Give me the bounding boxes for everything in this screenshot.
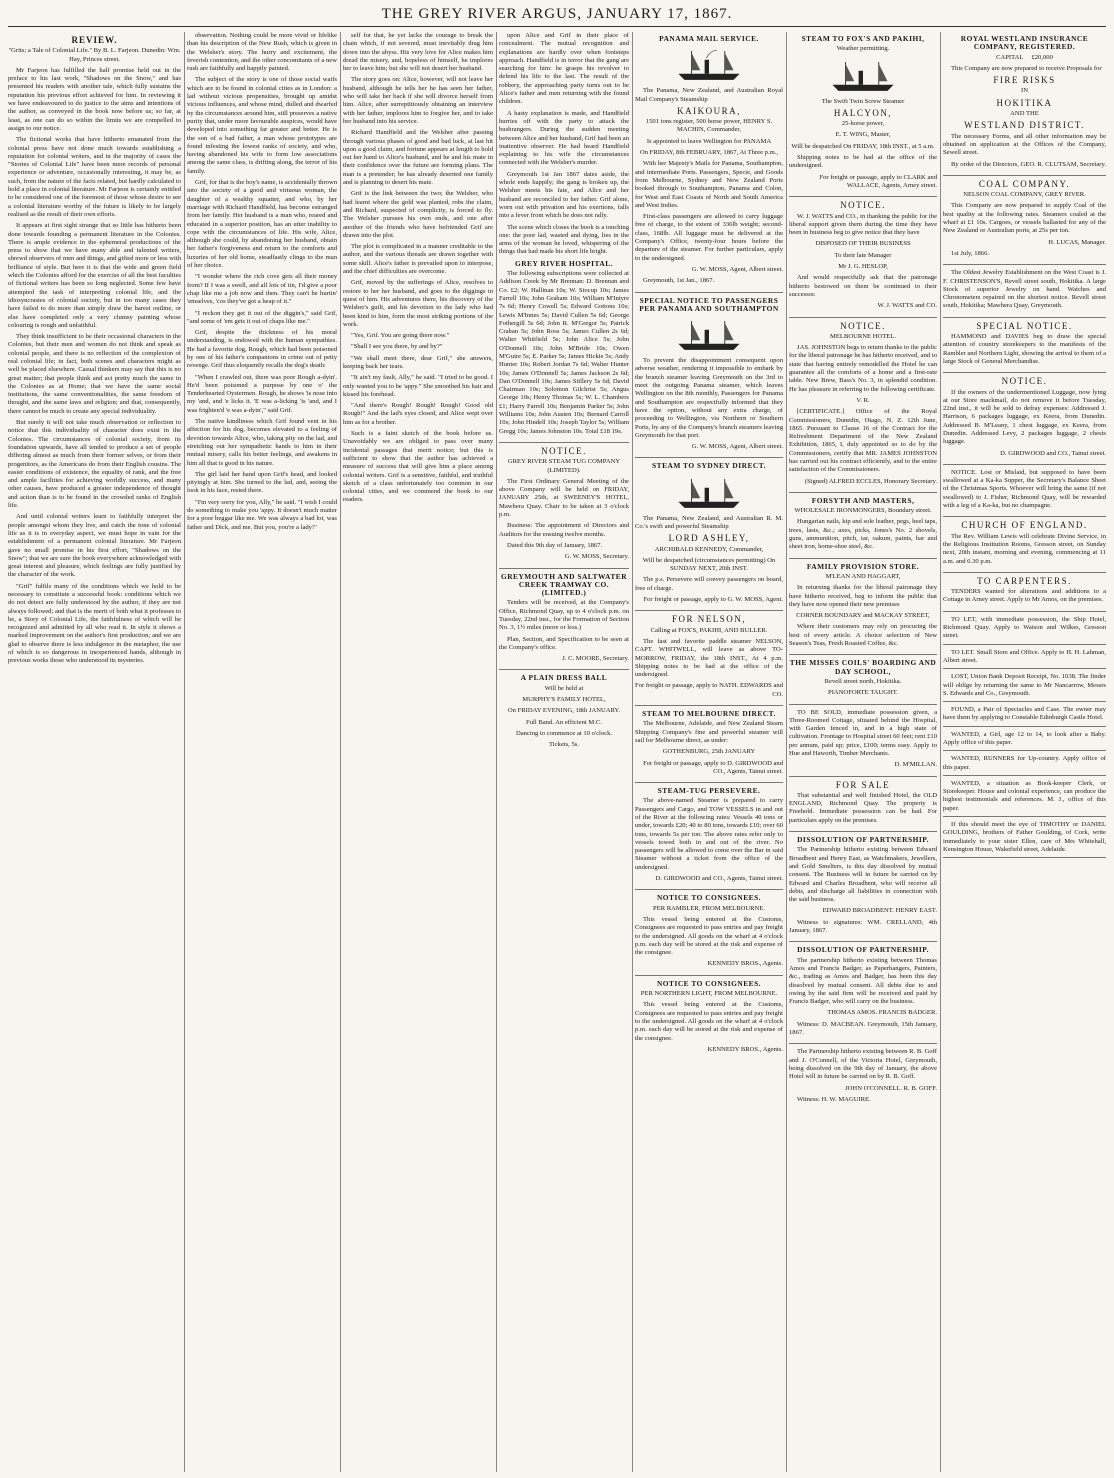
- story2-paragraph: "Shall I see you there, by and by?": [351, 343, 443, 351]
- small-ad-paragraph: TO LET, with immediate possession, the Ship Hotel, Richmond Quay. Apply to Watson and Wilkes, Gresson street.: [943, 616, 1106, 645]
- forsyth-heading: FORSYTH AND MASTERS,: [811, 495, 915, 505]
- tug-heading: STEAM-TUG PERSEVERE.: [657, 786, 761, 796]
- capital-value: £20,000: [1031, 53, 1053, 61]
- insurance-capital: [943, 54, 1106, 62]
- review-paragraph: And until colonial writers learn to faithfully interpret the people amongst whom they live, and catch the tone of colonial life as it is in everyday aspect, we must hope in vain for the establishment of a permanent colonial literature. Mr Farjeon gave no small promise in his first effort, "Shadows on the Snow"; that we are sure the book everywhere acknowledged with great interest and pleasure, which feelings are fully justified by the character of the work.: [8, 513, 181, 579]
- steam-tug-business: Business: The appointment of Directors and Auditors for the ensuing twelve months.: [499, 522, 629, 538]
- tug-body: The above-named Steamer is prepared to carry Passengers and Cargo, and TOW VESSELS in and out of the River at the following rates: Vessels 40 tons or under, towards £20; 40 to 80 tons, towards £10; over 60 tons, towards 5s per ton. The above rates refer only to vessels towed both in and out of the river. No passengers will be allowed to come over the Bar in said Steamer without a ticket from the office of the undersigned.: [635, 797, 783, 871]
- steam-tug-notice: [499, 447, 629, 569]
- column-4: [499, 32, 633, 1472]
- panama-fares: First-class passengers are allowed to carry luggage free of charge, to the extent of 336lb weight; second-class, 168lb. All luggage must be delivered at the Company's Office, twenty-four hours before the departure of the steamer. For further particulars, apply to the undersigned.: [635, 213, 783, 262]
- coal-ad: [943, 180, 1106, 265]
- insurance-place: HOKITIKA: [996, 97, 1053, 108]
- story2-paragraph: Grif is the link between the two; the Welsher, who had learnt where the gold was planted, robs the claim, and Richard, suspected of complicity, is forced to fly. The Welsher pursues his own ends, and one after another of the friends who have befriended Grif are drawn into the plot.: [343, 190, 493, 239]
- steamship-icon: [674, 474, 744, 512]
- melbhotel-vr: V. R.: [856, 396, 870, 404]
- panama-ship: KAIKOURA,: [677, 105, 741, 116]
- jewellery-ad: [943, 269, 1106, 317]
- luggage-body: If the owners of the undermentioned Luggage, now lying at our Store mackmail, do not remove it before Tuesday, 22nd inst., it will be sold to defray expenses: Addressed J. Harrison, 6 packages luggage, ex Keera, from Dunedin. Addressed B. M'Leany, 1 chest luggage, ex Keera, from Dunedin. Addressed Levy, 2 packages luggage, 2 chests luggage.: [943, 388, 1106, 446]
- cottage-sale-ad: [789, 709, 937, 777]
- insurance-in: IN: [1021, 87, 1028, 95]
- diss3-wit: Witness: H. W. MAGUIRE.: [797, 1095, 871, 1103]
- church-body: The Rev. William Lewis will celebrate Divine Service, in the Religious Institution Rooms, Gresson street, on Sunday next, 20th instant, morning and evening, commencing at 11 a.m. and 6.30 p.m.: [943, 532, 1106, 565]
- review-book: "Grits; a Tale of Colonial Life." By B. L. Farjeon. Dunedin: Wm. Hay, Princes street.: [8, 47, 181, 63]
- tug-sign: D. GIRDWOOD and CO., Agents, Tainui street.: [655, 875, 783, 883]
- melbhotel-sub: MELBOURNE HOTEL.: [830, 332, 896, 340]
- diss1-wit: Witness to signatures: WM. CRELLAND, 4th January, 1867.: [789, 918, 937, 935]
- carpenters-body: TENDERS wanted for alterations and additions to a Cottage in Arney street. Apply to Mr Amos, on the premises.: [943, 588, 1106, 604]
- small-ad-paragraph: FOUND, a Pair of Spectacles and Case. The owner may have them by applying to Constable Edinburgh Castle Hotel.: [943, 706, 1106, 727]
- melbourne-body: The Melbourne, Adelaide, and New Zealand Steam Shipping Company's fine and powerful steamer will sail for Melbourne direct, as under:: [635, 720, 783, 744]
- story-paragraph: "I wonder where the rich cove gets all their money from? If I was a swell, and all lots of tin, I'd give a poor chap like me a job now and then. They can't be hurtin' 'emselves, 'cos they've got a heap of it.": [187, 273, 337, 306]
- steamship-icon: [674, 46, 744, 84]
- tramway-body: Tenders will be received, at the Company's Office, Richmond Quay, up to 4 o'clock p.m. on Tuesday, 22nd inst., for the Formation of Section No. 3, 1½ miles (more or less.): [499, 599, 629, 632]
- sydney-ship: LORD ASHLEY,: [668, 533, 750, 544]
- sydney-cmd: ARCHIBALD KENNEDY, Commander,: [654, 545, 764, 553]
- ball-l1: Will be held at: [544, 684, 584, 692]
- column-5: [635, 32, 787, 1472]
- coils-body: PIANOFORTE TAUGHT.: [828, 689, 898, 697]
- story-conclusion: [499, 32, 629, 257]
- steamship-icon: [674, 316, 744, 354]
- story-paragraph: The subject of the story is one of those social waifs which are to be found in colonial cities as in London: a lad without vicious propensities, brought up amidst vicious influences, and whose mind, dulled and dwarfed by the circumstances around him, still preserves a native purity that, under more favourable auspices, would have developed into something far greater and better. He is the son of a bad father, a man whose prototypes are found infesting the lowest ranks of society, and who, having abandoned his wife to form low associations among the same class, is drifting along, the terror of his family.: [187, 76, 337, 175]
- story2-paragraph: "Yes, Grif. You are going there now.": [351, 332, 450, 340]
- tramway-ad: [499, 573, 629, 671]
- steam-tug-body: The First Ordinary General Meeting of the above Company will be held on FRIDAY, JANUARY 25th, at SWEENEY'S HOTEL, Mawhera Quay. Chair to be taken at 3 o'clock p.m.: [499, 477, 629, 519]
- sydney-ad: [635, 462, 783, 611]
- consignees-northern-ad: [635, 980, 783, 1054]
- review-paragraph: The fictional works that have hitherto emanated from the colonial press have not done much towards establishing a reputation for colonial writers, and in the majority of cases the "Stories of Colonial Life" have been mere records of personal experience or adventure, occasionally interesting, it may be, as such, from the nature of the facts related, but hardly calculated to hold a place in colonial literature. Mr Farjeon is certainly entitled to be considered one of the foremost of those whose desire to see a colonial literature worthy of the future is likely to be largely realised as the result of their own efforts.: [8, 136, 181, 218]
- story2-paragraph: Grif, moved by the sufferings of Alice, resolves to restore to her her husband, and goes to the diggings in quest of him. His adventures there, his discovery of the Welsher's guilt, and his devotion to the lady who had been kind to him, form the most striking portions of the work.: [343, 279, 493, 328]
- panama-body: With her Majesty's Mails for Panama, Southampton, and intermediate Ports. Passengers, Specie, and Goods from Melbourne, Sydney and New Zealand Ports booked through to Southampton, Panama and Colon, for West and East Coasts of North and South America and West Indies.: [635, 160, 783, 209]
- foxs-notes: Shipping notes to be had at the office of the undersigned.: [789, 154, 937, 170]
- dissolution-2: [789, 946, 937, 1044]
- watts-to: To their late Manager: [834, 251, 892, 259]
- carpenters-ad: [943, 577, 1106, 612]
- forsyth-ad: [789, 497, 937, 559]
- luggage-sign: D. GIRDWOOD and CO., Tainui street.: [1000, 449, 1106, 457]
- review-paragraph: "Grif" fulfils many of the conditions which we hold to be necessary to constitute a successful book: conditions which we do not detect are fully understood by the author, if they are not always followed; and that is the merit of both what it professes to be, a Story of Colonial Life, the faithfulness of which will be recognized and admitted by all who read it. In style it shows a marked improvement on the author's first production; and we are glad to observe there is less indulgence in the metaphor, the use of which is so dangerous in inexperienced hands, although in previous works those who understood its mysteries.: [8, 582, 181, 665]
- nelson-sub: Calling at FOX'S, PAKIHI, AND BULLER.: [650, 626, 768, 634]
- diss2-body: The partnership hitherto existing between Thomas Amos and Francis Badger, as Paperhangers, Painters, &c., trading as Amos and Badger, has been this day dissolved by mutual consent. All debts due to and owing by the said firm will be received and paid by Francis Badger, who will carry on the business.: [789, 956, 937, 1006]
- melbourne-heading: STEAM TO MELBOURNE DIRECT.: [642, 709, 776, 719]
- col4-paragraph: A hasty explanation is made, and Handfield hurries off with the party to attack the bushrangers. During the sudden meeting between Alice and her husband, Grif had been an inattentive observer. He had heard Handfield explaining to his wife the circumstances connected with the Welsher's murder.: [499, 109, 629, 167]
- consignees2-sub: PER NORTHERN LIGHT, FROM MELBOURNE.: [640, 990, 778, 998]
- watts-sign: W. J. WATTS and CO.: [877, 302, 937, 310]
- insurance-heading: ROYAL WESTLAND INSURANCE COMPANY, REGISTERED.: [960, 34, 1089, 52]
- panama-intro: The Panama, New Zealand, and Australian Royal Mail Company's Steamship: [635, 87, 783, 103]
- lost-body: NOTICE. Lost or Mislaid, but supposed to have been swallowed at a Ka-ka Supper, the Secretary's Balance Sheet of the Christmas Sports. Whoever will bring the same (if not swallowed) to J. Fisher, Richmond Quay, will be rewarded with a leg of a Ka-ka, but no champagne.: [943, 468, 1106, 510]
- insurance-risks: FIRE RISKS: [993, 75, 1056, 86]
- nelson-ad: [635, 615, 783, 706]
- sydney-note: The p.s. Persevere will convey passengers on board, free of charge.: [635, 576, 783, 592]
- panama-place: Greymouth, 1st Jan., 1867.: [643, 277, 715, 285]
- col4-paragraph: Greymouth 1st Jan 1867 dates aside, the whole ends happily; the gang is broken up, the Welsher meets his fate, and Alice and her husband are reconciled to her father. Grif alone, worn out with privation and his exertions, falls into a fever from which he does not rally.: [499, 170, 629, 220]
- sydney-heading: STEAM TO SYDNEY DIRECT.: [652, 461, 766, 471]
- melbhotel-cert: [CERTIFICATE.] Office of the Royal Commissioners, Dunedin, Otago, N. Z. 12th June, 1865. Pursuant to Clause 16 of the Contract for the Refreshment Department of the New Zealand Exhibition, 1865, I, duly appointed so to do by the Commissioners, certify that MR. JAMES JOHNSTON has carried out his contract efficiently, and to the entire satisfaction of the Commissioners.: [789, 408, 937, 474]
- coal-sign: H. LUCAS, Manager.: [1048, 238, 1106, 246]
- steam-tug-sign: G. W. MOSS, Secretary.: [564, 553, 629, 561]
- nelson-body: The fast and favorite paddle steamer NELSON, CAPT. WHITWELL, will leave as above TO-MORROW, FRIDAY, the 18th INST., At 4 p.m. Shipping notes to be had at the office of the undersigned.: [635, 637, 783, 679]
- steamship-icon: [828, 57, 898, 95]
- special-sign: G. W. MOSS, Agent, Albert street.: [691, 443, 783, 451]
- dissolution-3: [789, 1048, 937, 1104]
- story2-paragraph: The story goes on: Alice, however, will not leave her husband, although he tells her he has seen her father, who will take her back if she will divorce herself from him. Alice, after surreptitiously obtaining an interview with her father, implores him to forgive her, and to take her husband into his service.: [343, 76, 493, 125]
- special-heading: SPECIAL NOTICE TO PASSENGERS PER PANAMA AND SOUTHAMPTON: [639, 295, 779, 313]
- column-6: [789, 32, 941, 1472]
- story2-paragraph: "It ain't my fault, Ally," he said. "I tried to be good. I only wanted you to be 'appy." She smoothed his hair and kissed his forehead.: [343, 374, 493, 398]
- nelson-heading: FOR NELSON,: [671, 614, 746, 625]
- sydney-date: Will be despatched (circumstances permitting) On SUNDAY NEXT, 20th INST.: [642, 556, 776, 573]
- ball-heading: A PLAIN DRESS BALL: [520, 673, 608, 683]
- foxs-sign: For freight or passage, apply to CLARK and WALLACE, Agents, Arney street.: [819, 173, 937, 189]
- sale-sign: D. M'MILLAN.: [894, 761, 937, 769]
- coils-school-ad: [789, 659, 937, 704]
- insurance-district: WESTLAND DISTRICT.: [964, 120, 1085, 131]
- steam-tug-company: GREY RIVER STEAM TUG COMPANY (LIMITED).: [507, 458, 621, 474]
- family-heading: FAMILY PROVISION STORE.: [806, 561, 920, 571]
- tug-ad: [635, 787, 783, 890]
- review-heading: REVIEW.: [71, 35, 118, 45]
- melbourne-hotel-ad: [789, 322, 937, 493]
- watts-ad: [789, 201, 937, 317]
- small-ad-paragraph: LOST, Union Bank Deposit Receipt, No. 1038. The finder will oblige by returning the same to Mr Nancarrow, Messrs S. Edwards and Co., Greymouth.: [943, 673, 1106, 702]
- dissolution-1: [789, 836, 937, 942]
- panama-date: On FRIDAY, 8th FEBRUARY, 1867, At Three p.m.,: [639, 149, 779, 157]
- story2-paragraph: Richard Handfield and the Welsher after passing through various phases of good and bad luck, at last hit upon a good claim, and fortune appears at length to hold out her hand to Alice's husband, and he and his mate in their confidence over the future are forming plans. The man is a pretender; he has already deserted one family and is planning to desert his mate.: [343, 129, 493, 187]
- sydney-body: The Panama, New Zealand, and Australian R. M. Co.'s swift and powerful Steamship: [635, 514, 783, 530]
- foxs-date: Will be despatched On FRIDAY, 18th INST., at 5 a.m.: [791, 142, 935, 150]
- column-7: [943, 32, 1106, 1472]
- diss1-body: The Partnership hitherto existing between Edward Broadbent and Henry East, as Watchmakers, Jewellers, and Gold Smelters, is this day dissolved by mutual consent. The Business will in future be carried on by Edward and Charles Broadbent, who will receive all debts, and discharge all liabilities in connection with the said business.: [789, 846, 937, 904]
- insurance-and: AND THE: [1010, 110, 1039, 118]
- capital-label: CAPITAL: [996, 53, 1024, 61]
- forsyth-body: Hungarian nails, kip and sole leather, pegs, heel taps, trees, lasts, &c.; axes, picks, Jones's No. 2 shovels, guns, ammunition, pitch, tar, oakum, paints, bar and sheet iron, home-shoe steel, &c.: [789, 518, 937, 551]
- small-ad-paragraph: WANTED, a situation as Book-keeper Clerk, or Storekeeper. House and colonial experience, can produce the highest testimonials and references. M. J., office of this paper.: [943, 780, 1106, 817]
- story-paragraph: Grif, for that is the boy's name, is accidentally thrown into the society of a good and virtuous woman, the daughter of a wealthy squatter, and who, by her marriage with Richard Handfield, has become estranged from her family. Her husband is a man who, reared and educated in a superior position, has an utter inability to cope with the circumstances of life. His wife, Alice, although she could, by abandoning her husband, obtain her father's forgiveness and return to the comforts and luxuries of her old home, steadfastly clings to the man of her choice.: [187, 179, 338, 270]
- coal-date: 1st July, 1866.: [951, 249, 990, 257]
- watts-body2: And would respectfully ask that the patronage hitherto bestowed on them be continued to their successor.: [789, 274, 937, 298]
- story-paragraph: "When I crawled out, there was poor Rough a-dyin'. He'd been poisoned a purpose by one o' the Tenderhearted Oystermen. Rough, he shows 'is nose into my 'and, and 'e licks it. 'E was a-licking 'is 'and, and I was frighten'd 'e was a-dyin'," said Grif.: [187, 373, 337, 414]
- foxs-master: E. T. WING, Master,: [835, 131, 891, 139]
- story-paragraph: observation. Nothing could be more vivid or lifelike than his description of the New Rush, which is given in the Welsher's story. The hurry and excitement, the feverish contention, and the other concomitants of a new rush are faithfully and happily painted.: [187, 32, 337, 73]
- sale-body: TO BE SOLD, immediate possession given, a Three-Roomed Cottage, situated behind the Hospital, with Garden fenced in, and in a high state of cultivation. Frontage to Hospital street 60 feet; rent £10 per annum, paid up; price, £100; terms easy. Apply to Hue and Haworth, Timber Merchants.: [789, 708, 937, 757]
- luggage-heading: NOTICE.: [1001, 376, 1048, 387]
- diss2-wit: Witness: D. MACBEAN. Greymouth, 15th January, 1867.: [789, 1020, 937, 1037]
- special2-body: HAMMOND and DAVIES beg to draw the special attention of country storekeepers to the manifests of the Rambler and Northern Light, showing the arrival to them of a large Stock of General Merchandise.: [943, 333, 1106, 365]
- steam-tug-notice-heading: NOTICE.: [541, 445, 587, 456]
- ball-l2: MURPHY'S FAMILY HOTEL,: [522, 696, 606, 704]
- forsyth-sub: WHOLESALE IRONMONGERS, Boundary street.: [794, 507, 932, 515]
- nelson-sign: For freight or passage, apply to NATH. EDWARDS and CO.: [635, 682, 783, 698]
- melbourne-ship: GOTHENBURG, 25th JANUARY: [662, 748, 756, 756]
- coils-heading: THE MISSES COILS' BOARDING AND DAY SCHOOL,: [789, 658, 937, 676]
- jewellery-body: The Oldest Jewelry Establishment on the West Coast is J. F. CHRISTENSON'S, Revell street south, Hokitika. A large Stock of superior Jewelry on hand. Watches and Chronometers repaired on the shortest notice. Revell street south, Hokitika; Mawhera Quay, Greymouth.: [943, 269, 1106, 310]
- melbourne-ad: [635, 710, 783, 783]
- col4-paragraph: upon Alice and Grif in their place of concealment. The mutual recognition and explanations are hardly over when footsteps approach. Handfield is in terror that the gang are searching for him: he grasps his revolver to defend his life to the last. The result of the robbery, the approaching party turns out to be Alice's father and men returning with the found children.: [499, 32, 629, 106]
- insurance-ad: [943, 35, 1106, 176]
- small-ad-paragraph: WANTED, a Girl, age 12 to 14, to look after a Baby. Apply office of this paper.: [943, 731, 1106, 752]
- family-name: M'LEAN AND HAGGART,: [825, 572, 901, 580]
- forsale-heading: FOR SALE: [835, 779, 891, 790]
- review-paragraph: They think insufficient to be their occasional characters in the Colonies, but their men and women do not think and speak as colonial people, and there is no reflection of the complexion of real colonial life; in fact, both scenes and characters might as well be placed elsewhere. Casual thinkers may say that this is no great matter; that people think and act pretty much the same in the Colonies as at Home; that we have the same social institutions, the same conventionalities, the same freedom of thought, and the same laws and religion; and that, consequently, there cannot be much to create any special individuality.: [8, 333, 181, 415]
- ball-ad: [499, 674, 629, 749]
- small-ads: [943, 616, 1106, 859]
- diss2-heading: DISSOLUTION OF PARTNERSHIP.: [797, 945, 929, 955]
- melbhotel-body: JAS. JOHNSTON begs to return thanks to the public for the liberal patronage he has hitherto received, and to state that having entirely remodelled the Hotel he can guarantee all the comforts of a home and a first-rate table. New Brew, Bass's No. 3, in splendid condition. He has pleasure in referring to the following certificate.: [789, 344, 937, 393]
- story2-paragraph: The plot is complicated in a manner creditable to the author, and the various threads are drawn together with some skill. Alice's father is prevailed upon to interpose, and the chief difficulties are overcome.: [343, 243, 493, 276]
- panama-ad: [635, 35, 783, 293]
- column-story-cont: [343, 32, 497, 1472]
- tramway-heading: GREYMOUTH AND SALTWATER CREEK TRAMWAY CO. (LIMITED.): [500, 571, 628, 598]
- small-ad-paragraph: If this should meet the eye of TIMOTHY or DANIEL GOULDING, brothers of Father Goulding, of Cork, write immediately to your sister Ellen, care of Mrs Whitehall, Kensington House, Wakefield street, Adelaide.: [943, 821, 1106, 858]
- ball-l6: Tickets, 5s.: [549, 741, 579, 749]
- insurance-sign: By order of the Directors, GEO. R. CLUTSAM, Secretary.: [950, 160, 1106, 168]
- tramway-sign: J. C. MOORE, Secretary.: [562, 655, 629, 663]
- story2-paragraph: "We shall meet there, dear Grif," she answers, keeping back her tears.: [343, 354, 493, 370]
- family-body2: Where their customers may rely on procuring the best of every article. A choice selection of New Season's Teas, Fresh Roasted Coffee, &c.: [789, 623, 937, 648]
- story-paragraph: The girl laid her hand upon Grif's head, and looked pityingly at him. She turned to the lad, and, seeing the look in his face, rested there.: [187, 470, 337, 495]
- melbhotel-sign: (Signed) ALFRED ECCLES, Honorary Secretary.: [804, 477, 937, 485]
- small-ad-paragraph: TO LET. Small Store and Office. Apply to H. H. Lahman, Albert street.: [943, 649, 1106, 670]
- foxs-heading: STEAM TO FOX'S AND PAKIHI,: [801, 34, 925, 43]
- hotel-sale-ad: [789, 781, 937, 832]
- panama-dest: Is appointed to leave Wellington for PANAMA: [646, 137, 772, 145]
- column-review: [8, 32, 185, 1472]
- small-ad-paragraph: WANTED, RUNNERS for Up-country. Apply office of this paper.: [943, 755, 1106, 776]
- story-paragraph: The native kindliness which Grif found vent in his affection for his dog, becomes elevated to a feeling of devotion towards Alice, who, taking pity on the lad, and stretching out her sympathetic hands to him in their mutual misery, calls his better feelings, and awakens in him all that is good in his nature.: [187, 418, 337, 467]
- family-store-ad: [789, 563, 937, 656]
- story-paragraph: "I reckon they get it out of the diggin's," said Grif, "and some of 'em gets it out of chaps like me.": [187, 309, 337, 325]
- watts-body: W. J. WATTS and CO., in thanking the public for the liberal support given them during the time they have been in business beg to give notice that they have: [789, 212, 937, 237]
- story2-paragraph: self for that, he yet lacks the courage to break the chain which, if not severed, must inevitably drag him down into the abyss. His very love for Alice makes him dread the misery, and, hopeless of himself, he implores her to leave him; but she will not desert her husband.: [343, 32, 493, 73]
- family-place: CORNER BOUNDARY and MACKAY STREET,: [796, 612, 930, 620]
- foxs-sub: Weather permitting.: [836, 45, 890, 53]
- watts-disposed: DISPOSED OF THEIR BUSINESS: [815, 240, 911, 248]
- special2-heading: SPECIAL NOTICE.: [976, 320, 1073, 331]
- hospital-heading: GREY RIVER HOSPITAL.: [514, 258, 614, 268]
- consignees2-heading: NOTICE TO CONSIGNEES.: [656, 978, 762, 988]
- insurance-body: This Company are now prepared to receive Proposals for: [951, 64, 1102, 72]
- review-body: [8, 67, 181, 666]
- coal-body: This Company are now prepared to supply Coal of the best quality at the following rates. Steamers coaled at the wharf at £1 10s. Cargoes, or vessels ballasted for any of the New Zealand or Australian ports, at 25s per ton.: [943, 202, 1106, 235]
- story2-paragraph: "And there's Rough! Rough! Rough! Good old Rough!" And the lad's eyes closed, and Alice wept over him as for a brother.: [343, 402, 493, 426]
- consignees1-body: This vessel being entered at the Customs, Consignees are requested to pass entries and pay freight to the undersigned. All goods on the wharf at 4 o'clock p.m. each day will be stored at the risk and expense of the consignee.: [635, 915, 783, 957]
- masthead: THE GREY RIVER ARGUS, JANUARY 17, 1867.: [381, 6, 733, 22]
- review-paragraph: It appears at first sight strange that so little has hitherto been done towards founding a permanent literature in the Colonies. There is ample evidence in the ephemeral productions of the press to show that we have many able and talented writers, shrewd observers of men and things, and gifted more or less with brilliance of style. But here it is that the wide and green field which the Colonies afford for the exercise of all the best faculties of fictional writers has been so long neglected. Some few have attempted the task of interpreting colonial life, and the idiosyncrasies of colonial society, but in too many cases they have failed to do more than simply draw the barest outline, or else have completed only a very clumsy painting whose colouring is rough and unfaithful.: [8, 222, 181, 329]
- steam-tug-dated: Dated this 9th day of January, 1867.: [507, 541, 603, 549]
- coal-sub: NELSON COAL COMPANY, GREY RIVER.: [963, 191, 1086, 199]
- diss3-body: The Partnership hitherto existing between R. B. Goff and J. O'Connell, of the Victoria Hotel, Greymouth, being dissolved on the 9th day of January, the above Hotel will in future be carried on by R. B. Goff.: [789, 1048, 937, 1081]
- foxs-body: The Swift Twin Screw Steamer: [821, 97, 905, 105]
- review-paragraph: But surely it will not take much observation or reflection to notice that this individuality of character does exist in the Colonies. The circumstances of colonial society, from its foundation upwards, have all tended to produce a set of people differing almost as much from their former selves, or from their progenitors, as the Americans do from their English cousins. The easier conditions of existence, the equality of rank, and the free and ample facilities for achieving worldly success, and many other causes, have produced a greater independence of thought and action than is to be found in the crowded ranks of English life.: [8, 419, 181, 510]
- coal-heading: COAL COMPANY.: [978, 178, 1071, 189]
- consignees-rambler-ad: [635, 894, 783, 975]
- column-story: [187, 32, 341, 1472]
- foxs-hp: 25-horse power,: [841, 120, 885, 128]
- story2-paragraph: Such is a faint sketch of the book before us. Unavoidably we are obliged to pass over many incidental passages that merit notice; but this is sufficient to show that the author has achieved a measure of success that will give him a place among colonial writers. Grif is a sensitive, faithful, and truthful sketch of a class unfortunately too common in our colonial cities, and we commend the book to our readers.: [343, 430, 493, 504]
- forsale-body: That substantial and well finished Hotel, the OLD ENGLAND, Richmond Quay. The property is Freehold. Immediate possession can be had. For particulars apply on the premises.: [789, 791, 937, 824]
- church-heading: CHURCH OF ENGLAND.: [961, 520, 1088, 531]
- panama-detail: 1501 tons register, 500 horse power, HENRY S. MACHIN, Commander,: [645, 118, 773, 134]
- family-body: In returning thanks for the liberal patronage they have hitherto received, beg to inform the public that they have now opened their new premises: [789, 584, 937, 608]
- consignees2-sign: KENNEDY BROS., Agents.: [707, 1045, 783, 1053]
- foxs-ad: [789, 35, 937, 197]
- watts-heading: NOTICE.: [840, 200, 886, 211]
- tramway-plan: Plan, Section, and Specification to be seen at the Company's office.: [499, 635, 629, 651]
- melbourne-sign: For freight or passage, apply to D. GIRDWOOD and CO., Agents, Tainui street.: [643, 759, 783, 775]
- masthead-rule: [8, 26, 1106, 27]
- consignees2-body: This vessel being entered at the Customs, Consignees are requested to pass entries and pay freight to the undersigned. All goods on the wharf at 4 o'clock p.m. each day will be stored at the risk and expense of the consignee.: [635, 1001, 783, 1042]
- consignees1-heading: NOTICE TO CONSIGNEES.: [656, 893, 762, 903]
- foxs-ship: HALCYON,: [833, 107, 893, 118]
- lost-notice: [943, 469, 1106, 517]
- consignees1-sign: KENNEDY BROS., Agents.: [707, 960, 783, 968]
- church-ad: [943, 521, 1106, 572]
- panama-heading: PANAMA MAIL SERVICE.: [659, 34, 759, 43]
- sydney-sign: For freight or passage, apply to G. W. MOSS, Agent.: [643, 596, 783, 604]
- special-notice-2: [943, 322, 1106, 373]
- special-notice-ad: [635, 297, 783, 459]
- carpenters-heading: TO CARPENTERS.: [977, 575, 1072, 586]
- hospital-ad: [499, 260, 629, 443]
- insurance-body2: The necessary Forms, and all other information may be obtained on application at the Offices of the Company, Sewell street.: [943, 132, 1106, 157]
- luggage-notice: [943, 377, 1106, 465]
- panama-sign: G. W. MOSS, Agent, Albert street.: [691, 265, 783, 273]
- ball-l4: Full Band. An efficient M.C.: [526, 718, 602, 726]
- diss2-sign: THOMAS AMOS. FRANCIS BADGER.: [827, 1009, 937, 1017]
- story-paragraph: Grif, despite the thickness of his moral understanding, is endowed with the human sympathies. He had a favorite dog, Rough, which had been poisoned by one of his father's companions in crime out of petty revenge. Grif thus eloquently recalls the dog's death:: [187, 329, 337, 370]
- ball-l3: On FRIDAY EVENING, 18th JANUARY.: [507, 707, 621, 715]
- watts-name: Mr J. G. HESLOP,: [838, 263, 888, 271]
- review-paragraph: Mr Farjeon has fulfilled the half promise held out in the preface to his last work, "Shadows on the Snow," and has presented his readers with another tale, which fully sustains the reputation his previous effort achieved for him. In reviewing it we have endeavoured to do justice to the aims and intentions of the author, as conveyed in the book now before us; so far, at least, as one can do so within the limits we are compelled to assign to our notice.: [8, 66, 181, 132]
- special-body: To prevent the disappointment consequent upon adverse weather, rendering it impossible to embark by the branch steamer leaving Greymouth on the 3rd to meet the outgoing Panama steamer, which leaves Wellington on the 8th monthly, Passengers for Panama and Southampton are respectfully informed that they have the option, without any extra charge, of proceeding to Wellington, via Northern or Southern Ports, by any of the Company's branch steamers leaving Greymouth for that port.: [635, 357, 783, 439]
- coils-sub: Revell street north, Hokitika.: [824, 677, 902, 685]
- col4-paragraph: The scene which closes the book is a touching one: the poor lad, wasted and dying, lies in the arms of the woman he loved, whispering of the things that had made his short life bright.: [499, 223, 629, 256]
- consignees1-sub: PER RAMBLER, FROM MELBOURNE.: [653, 904, 765, 912]
- diss1-heading: DISSOLUTION OF PARTNERSHIP.: [797, 835, 929, 845]
- diss1-sign: EDWARD BROADBENT. HENRY EAST.: [822, 907, 937, 915]
- melbhotel-heading: NOTICE.: [840, 320, 886, 331]
- hospital-text: The following subscriptions were collected at Addison Creek by Mr Brennan: D. Brennan and Co. £2; W. Hallinan 10s; W. Stocup 10s; James Farrell 10s; John Graham 10s; William M'Intyre 7s 6d; Henry Cowell 5s; Edward Gottons 10s; Lewis M'Innes 5s; David Cullen 5s 6d; George Fothergill 5s 6d; John R. M'Gregor 5s; Patrick Crahan 5s; John Ross 5s; James Cullen 2s 6d; Walter Whitfield 5s; John Alice 5s; John O'Donnell 10s; John M'Bride 10s; Owen M'Guire 5s; E. Parker 5s; James Hickie 5s; Andy Hunter 10s; Robert Jordan 7s 6d; Walter Hunter 10s; James O'Donnell 5s; James Jackson 2s 6d; Dan O'Donnell 10s; James Stillery 5s 6d; David Chairman 10s; Solomon Gilchrist 5s; Angus George 10s; Henry Thomas 5s; W. L. Chambers £1; Harry Farrell 10s; Benjamin Parker 5s; John Williams 10s; John Austen 10s; Bernard Carroll 10s; John Hindell 10s; Joseph Taylor 5s; William Gregg 10s; James Johnston 10s. Total £18 19s.: [499, 270, 629, 435]
- diss3-sign: JOHN O'CONNELL. R. B. GOFF.: [845, 1084, 937, 1092]
- story-paragraph: "I'm very sorry for you, Ally," he said. "I wish I could do something to make you 'appy. It doesn't much matter for a poor beggar like me. We was always a bad lot, was father and Dick, and me. But you, you're a lady!": [187, 498, 337, 531]
- ball-l5: Dancing to commence at 10 o'clock.: [515, 729, 613, 737]
